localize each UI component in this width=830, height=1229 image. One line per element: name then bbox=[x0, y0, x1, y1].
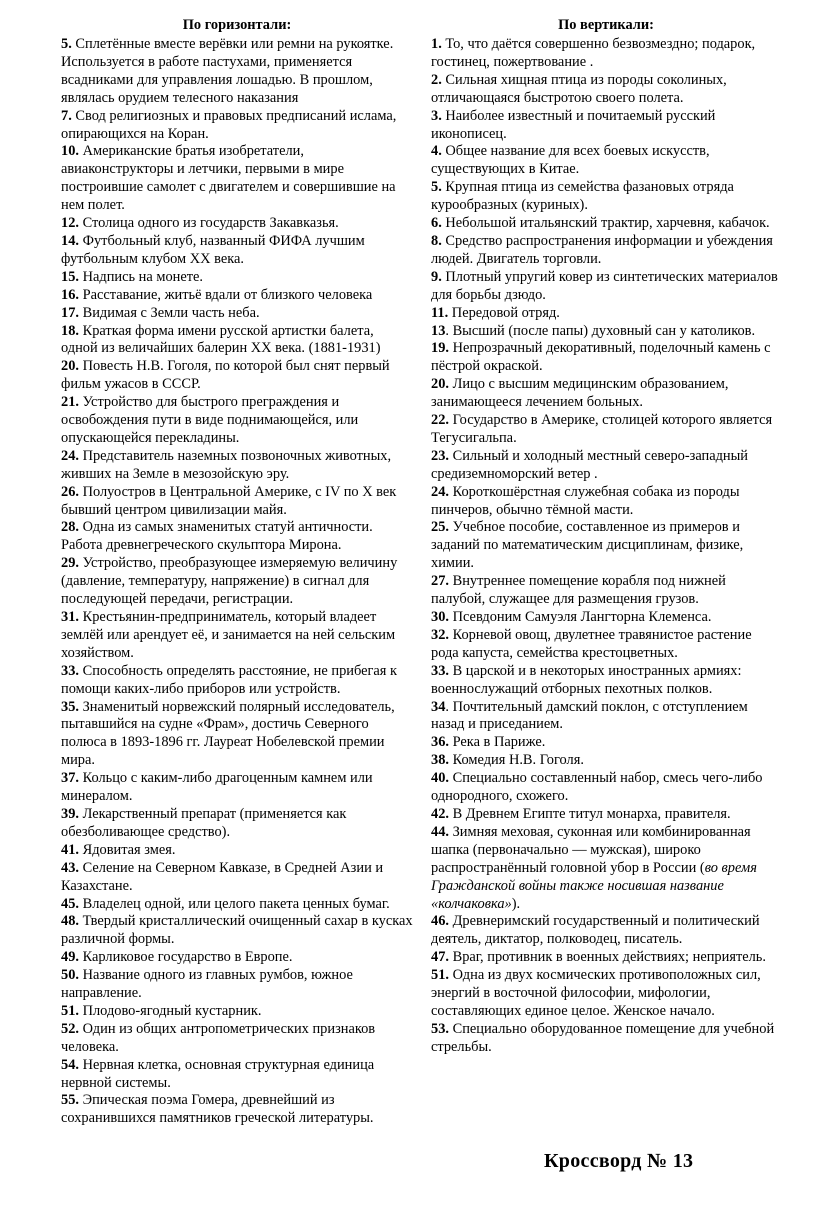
across-clue bbox=[61, 215, 413, 233]
down-clue bbox=[431, 340, 781, 376]
clue-number: 42. bbox=[431, 805, 449, 822]
across-clue-list bbox=[61, 36, 413, 1128]
clue-number: 4. bbox=[431, 143, 442, 160]
clue-number: 3. bbox=[431, 107, 442, 124]
clue-text: Один из общих антропометрических признаков человека. bbox=[61, 1020, 376, 1055]
clue-number: 31. bbox=[61, 609, 79, 625]
down-clue bbox=[431, 448, 781, 484]
clue-number: 2. bbox=[431, 71, 442, 88]
clue-text: Одна из самых знаменитых статуй античности. Работа древнегреческого скульптора Мирона. bbox=[61, 519, 373, 554]
clue-text: Эпическая поэма Гомера, древнейший из сохранившихся памятников греческой литературы. bbox=[61, 1092, 374, 1127]
clue-text: Надпись на монете. bbox=[79, 268, 203, 285]
clue-number: 37. bbox=[61, 770, 79, 787]
down-heading: По вертикали: bbox=[558, 17, 654, 33]
clue-number: 54. bbox=[61, 1056, 79, 1073]
clue-text: Устройство, преобразующее измеряемую величину (давление, температуру, напряжение) в сигнал для последующей передачи, регистрации. bbox=[61, 555, 398, 608]
clue-number: 26. bbox=[61, 483, 79, 500]
clue-text: . Высший (после папы) духовный сан у католиков. bbox=[445, 322, 756, 339]
clue-text: Специально составленный набор, смесь чего-либо однородного, схожего. bbox=[431, 770, 763, 805]
clue-text: Средство распространения информации и убеждения людей. Двигатель торговли. bbox=[431, 232, 773, 267]
down-clue bbox=[431, 824, 781, 914]
clue-number: 6. bbox=[431, 215, 442, 232]
across-clue bbox=[61, 394, 413, 448]
clue-text: Полуостров в Центральной Америке, с IV по X век бывший центром цивилизации майя. bbox=[61, 483, 397, 518]
clue-number: 27. bbox=[431, 573, 449, 590]
down-clue bbox=[431, 72, 781, 108]
clue-number: 14. bbox=[61, 232, 79, 249]
down-clue bbox=[431, 143, 781, 179]
across-clue bbox=[61, 448, 413, 484]
clue-number: 46. bbox=[431, 913, 449, 930]
clue-text: Видимая с Земли часть неба. bbox=[79, 304, 260, 321]
across-clue bbox=[61, 967, 413, 1003]
across-clue bbox=[61, 519, 413, 555]
down-clue bbox=[431, 269, 781, 305]
clue-text: Враг, противник в военных действиях; неприятель. bbox=[449, 949, 766, 966]
across-clue bbox=[61, 269, 413, 287]
clue-number: 24. bbox=[61, 447, 79, 464]
clue-number: 8. bbox=[431, 232, 442, 249]
clue-number: 51. bbox=[61, 1002, 79, 1019]
clue-number: 29. bbox=[61, 555, 79, 572]
clue-number: 17. bbox=[61, 304, 79, 321]
clue-text: Американские братья изобретатели, авиаконструкторы и летчики, первыми в мире построившие самолет с двигателем и совершившие на нем полет. bbox=[61, 143, 396, 214]
down-clue bbox=[431, 484, 781, 520]
clue-number: 11. bbox=[431, 304, 449, 321]
across-clue bbox=[61, 1021, 413, 1057]
clue-number: 5. bbox=[431, 179, 442, 196]
clue-text: Передовой отряд. bbox=[448, 304, 560, 321]
across-clue bbox=[61, 305, 413, 323]
clue-number: 50. bbox=[61, 967, 79, 984]
across-clue bbox=[61, 770, 413, 806]
clue-number: 23. bbox=[431, 447, 449, 464]
clue-text: Учебное пособие, составленное из примеров и заданий по математическим дисциплинам, физике, химии. bbox=[431, 519, 744, 572]
clue-number: 51. bbox=[431, 967, 449, 984]
clue-text: Древнеримский государственный и политический деятель, диктатор, полководец, писатель. bbox=[431, 913, 760, 948]
down-column bbox=[431, 16, 781, 1057]
clue-number: 33. bbox=[431, 662, 449, 679]
clue-text: Государство в Америке, столицей которого является Тегусигальпа. bbox=[431, 412, 773, 446]
clue-text: Название одного из главных румбов, южное направление. bbox=[61, 967, 353, 1002]
down-clue bbox=[431, 609, 781, 627]
across-clue bbox=[61, 108, 413, 144]
down-clue bbox=[431, 412, 781, 448]
clue-text: Крестьянин-предприниматель, который владеет землёй или арендует её, и занимается на ней сельским хозяйством. bbox=[61, 609, 396, 661]
down-clue bbox=[431, 1021, 781, 1057]
clue-text: Способность определять расстояние, не прибегая к помощи каких-либо приборов или устройств. bbox=[61, 662, 397, 697]
across-clue bbox=[61, 1003, 413, 1021]
clue-number: 1. bbox=[431, 36, 442, 52]
clue-number: 10. bbox=[61, 143, 79, 160]
clue-text: Кольцо с каким-либо драгоценным камнем или минералом. bbox=[61, 770, 373, 805]
down-clue bbox=[431, 663, 781, 699]
clue-text: Представитель наземных позвоночных животных, живших на Земле в мезозойскую эру. bbox=[61, 447, 392, 482]
across-clue bbox=[61, 806, 413, 842]
across-clue bbox=[61, 233, 413, 269]
across-clue bbox=[61, 842, 413, 860]
down-clue bbox=[431, 233, 781, 269]
clue-number: 5. bbox=[61, 36, 72, 52]
clue-text: Сплетённые вместе верёвки или ремни на рукоятке. Используется в работе пастухами, применяется всадниками для управления лошадью. В прошлом, являлась орудием телесного наказания bbox=[61, 36, 394, 106]
clue-text: Селение на Северном Кавказе, в Средней Азии и Казахстане. bbox=[61, 859, 384, 894]
across-column bbox=[61, 16, 413, 1128]
clue-number: 22. bbox=[431, 412, 449, 429]
clue-text: Владелец одной, или целого пакета ценных бумаг. bbox=[79, 895, 390, 912]
clue-number: 21. bbox=[61, 394, 79, 411]
across-clue bbox=[61, 36, 413, 108]
across-clue bbox=[61, 949, 413, 967]
clue-text: Твердый кристаллический очищенный сахар в кусках различной формы. bbox=[61, 913, 413, 948]
down-clue bbox=[431, 949, 781, 967]
down-clue bbox=[431, 323, 781, 341]
across-clue bbox=[61, 323, 413, 359]
clue-text: Псевдоним Самуэля Лангторна Клеменса. bbox=[449, 609, 712, 625]
clue-number: 13 bbox=[431, 322, 446, 339]
across-clue bbox=[61, 143, 413, 215]
down-clue bbox=[431, 179, 781, 215]
across-clue bbox=[61, 896, 413, 914]
clue-text: Столица одного из государств Закавказья. bbox=[79, 215, 339, 232]
across-clue bbox=[61, 1057, 413, 1093]
clue-number: 9. bbox=[431, 268, 442, 285]
clue-text: Нервная клетка, основная структурная единица нервной системы. bbox=[61, 1056, 375, 1091]
clue-number: 20. bbox=[431, 376, 449, 393]
clue-number: 7. bbox=[61, 107, 72, 124]
clue-number: 18. bbox=[61, 322, 79, 339]
clue-number: 39. bbox=[61, 805, 79, 822]
clue-text: Зимняя меховая, суконная или комбинированная шапка (первоначально — мужская), широко распространённый головной убор в России ( bbox=[431, 823, 751, 876]
clue-text: Знаменитый норвежский полярный исследователь, пытавшийся на судне «Фрам», достичь Северного полюса в 1893-1896 гг. Лауреат Нобелевской премии мира. bbox=[61, 698, 395, 769]
clue-number: 44. bbox=[431, 823, 449, 840]
down-clue bbox=[431, 913, 781, 949]
down-clue bbox=[431, 734, 781, 752]
clue-text-tail: ). bbox=[511, 895, 521, 912]
across-clue bbox=[61, 358, 413, 394]
across-clue bbox=[61, 609, 413, 663]
clue-number: 48. bbox=[61, 913, 79, 930]
clue-text: Свод религиозных и правовых предписаний ислама, опирающихся на Коран. bbox=[61, 107, 397, 142]
clue-number: 15. bbox=[61, 268, 79, 285]
down-clue bbox=[431, 752, 781, 770]
down-clue bbox=[431, 699, 781, 735]
across-clue bbox=[61, 860, 413, 896]
clue-number: 38. bbox=[431, 752, 449, 769]
clue-text: Расставание, житьё вдали от близкого человека bbox=[79, 286, 373, 303]
clue-text: Непрозрачный декоративный, поделочный камень с пёстрой окраской. bbox=[431, 340, 771, 375]
clue-text: Лекарственный препарат (применяется как обезболивающее средство). bbox=[61, 805, 347, 840]
clue-number: 12. bbox=[61, 215, 79, 232]
clue-text: Специально оборудованное помещение для учебной стрельбы. bbox=[431, 1020, 775, 1055]
down-clue bbox=[431, 806, 781, 824]
clue-number: 55. bbox=[61, 1092, 79, 1109]
clue-number: 25. bbox=[431, 519, 449, 536]
down-clue bbox=[431, 305, 781, 323]
crossword-title: Кроссворд № 13 bbox=[544, 1150, 694, 1172]
across-clue bbox=[61, 484, 413, 520]
clue-number: 47. bbox=[431, 949, 449, 966]
down-clue bbox=[431, 770, 781, 806]
down-clue bbox=[431, 376, 781, 412]
clue-text: Корневой овощ, двулетнее травянистое растение рода капуста, семейства крестоцветных. bbox=[431, 626, 752, 661]
clue-text: Карликовое государство в Европе. bbox=[79, 949, 293, 966]
clue-text: Устройство для быстрого преграждения и освобождения пути в виде поднимающейся, или опускающейся перекладины. bbox=[61, 394, 359, 446]
clue-number: 24. bbox=[431, 483, 449, 500]
clue-text: Повесть Н.В. Гоголя, по которой был снят первый фильм ужасов в СССР. bbox=[61, 358, 390, 393]
clue-text: Сильный и холодный местный северо-западный средиземноморский ветер . bbox=[431, 447, 749, 482]
clue-text: Одна из двух космических противоположных сил, энергий в восточной философии, мифологии, составляющих единое целое. Женское начало. bbox=[431, 967, 761, 1019]
down-clue bbox=[431, 36, 781, 72]
clue-number: 34 bbox=[431, 698, 446, 715]
clue-number: 30. bbox=[431, 609, 449, 625]
clue-text: Наиболее известный и почитаемый русский иконописец. bbox=[431, 107, 716, 142]
clue-text: Крупная птица из семейства фазановых отряда курообразных (куриных). bbox=[431, 179, 734, 214]
down-clue bbox=[431, 108, 781, 144]
clue-text: Короткошёрстная служебная собака из породы пинчеров, обычно тёмной масти. bbox=[431, 483, 740, 518]
clue-text: Плотный упругий ковер из синтетических материалов для борьбы дзюдо. bbox=[431, 268, 778, 303]
down-clue bbox=[431, 967, 781, 1021]
clue-number: 43. bbox=[61, 859, 79, 876]
across-clue bbox=[61, 699, 413, 771]
clue-text: В царской и в некоторых иностранных армиях: военнослужащий отборных пехотных полков. bbox=[431, 662, 742, 697]
clue-text: Футбольный клуб, названный ФИФА лучшим футбольным клубом XX века. bbox=[61, 232, 365, 267]
clue-number: 49. bbox=[61, 949, 79, 966]
clue-text: Общее название для всех боевых искусств, существующих в Китае. bbox=[431, 143, 710, 178]
clue-text: В Древнем Египте титул монарха, правителя. bbox=[449, 805, 731, 822]
clue-number: 33. bbox=[61, 662, 79, 679]
clue-number: 41. bbox=[61, 841, 79, 858]
clue-number: 45. bbox=[61, 895, 79, 912]
down-clue bbox=[431, 627, 781, 663]
clue-number: 16. bbox=[61, 286, 79, 303]
down-clue bbox=[431, 215, 781, 233]
down-clue bbox=[431, 573, 781, 609]
clue-number: 32. bbox=[431, 626, 449, 643]
clue-text: То, что даётся совершенно безвозмездно; подарок, гостинец, пожертвование . bbox=[431, 36, 756, 70]
across-clue bbox=[61, 663, 413, 699]
clue-number: 36. bbox=[431, 734, 449, 751]
clue-number: 20. bbox=[61, 358, 79, 375]
clue-italic-text: во время Гражданской войны также носившая название «колчаковка» bbox=[431, 859, 757, 912]
clue-number: 28. bbox=[61, 519, 79, 536]
across-clue bbox=[61, 287, 413, 305]
clue-number: 35. bbox=[61, 698, 79, 715]
clue-text: Сильная хищная птица из породы соколиных, отличающаяся быстротою своего полета. bbox=[431, 71, 727, 106]
clue-number: 53. bbox=[431, 1020, 449, 1037]
clue-text: Небольшой итальянский трактир, харчевня, кабачок. bbox=[441, 215, 770, 232]
clue-number: 52. bbox=[61, 1020, 79, 1037]
clue-text: Комедия Н.В. Гоголя. bbox=[449, 752, 584, 769]
clue-text: Ядовитая змея. bbox=[79, 841, 176, 858]
clue-number: 40. bbox=[431, 770, 449, 787]
clue-text: Плодово-ягодный кустарник. bbox=[79, 1002, 262, 1019]
across-clue bbox=[61, 555, 413, 609]
across-heading: По горизонтали: bbox=[182, 17, 292, 33]
down-clue bbox=[431, 519, 781, 573]
clue-text: Река в Париже. bbox=[449, 734, 546, 751]
across-clue bbox=[61, 1092, 413, 1128]
clue-text: Внутреннее помещение корабля под нижней палубой, служащее для размещения грузов. bbox=[431, 573, 726, 608]
clue-text: Краткая форма имени русской артистки балета, одной из величайших балерин XX века. (1881-1931) bbox=[61, 322, 381, 357]
down-clue-list bbox=[431, 36, 781, 1057]
across-clue bbox=[61, 913, 413, 949]
clue-text: . Почтительный дамский поклон, с отступлением назад и приседанием. bbox=[431, 698, 748, 733]
clue-text: Лицо с высшим медицинским образованием, занимающееся лечением больных. bbox=[431, 376, 729, 411]
clue-number: 19. bbox=[431, 340, 449, 357]
